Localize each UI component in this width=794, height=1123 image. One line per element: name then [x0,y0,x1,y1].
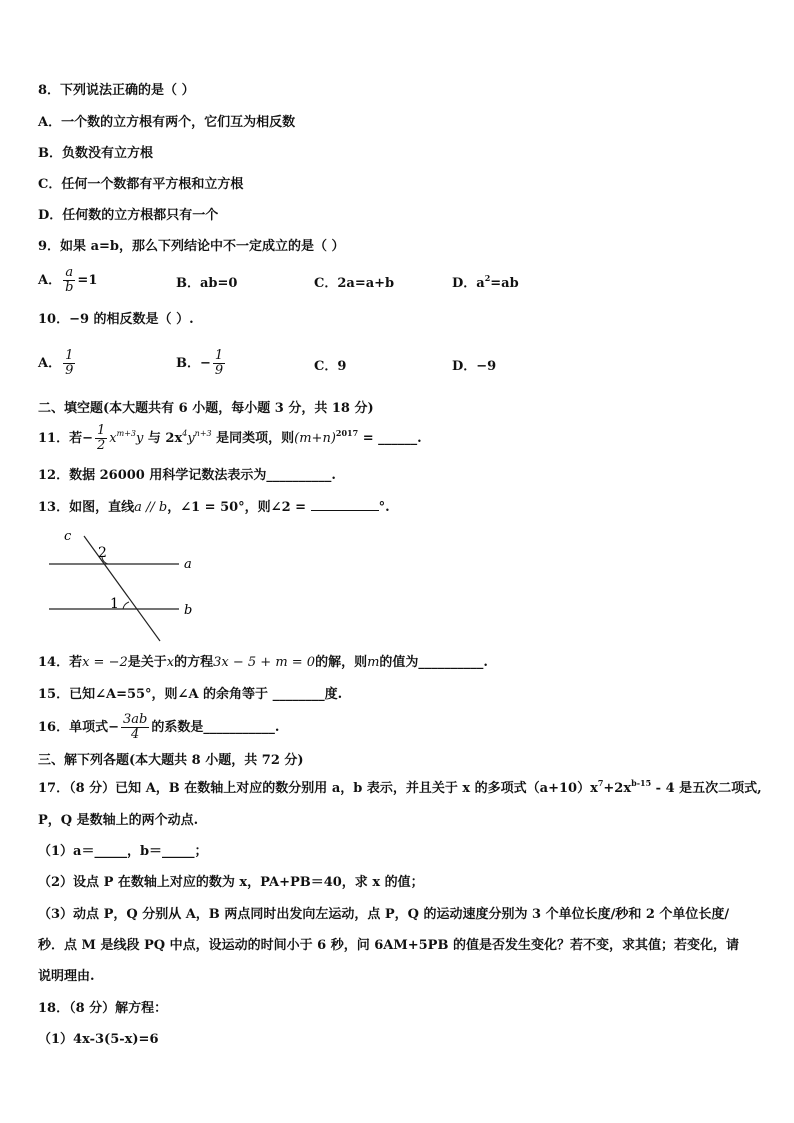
question-8-option-b: B．负数没有立方根 [38,146,153,161]
denominator: 9 [214,363,224,378]
question-10-option-c: C．9 [314,359,347,374]
question-14 [38,654,488,672]
fraction-3ab-over-4 [121,713,149,742]
question-8-option-a: A．一个数的立方根有两个，它们互为相反数 [38,115,296,130]
question-17-part-1: （1）a＝_____，b＝_____； [38,844,208,859]
label-angle-2: 2 [98,545,107,561]
question-17-part-3-line-2: 秒．点 M 是线段 PQ 中点，设运动的时间小于 6 秒，问 6AM+5PB 的值是否发生变化？若不变，求其值；若变化，请 [38,938,739,953]
exponent: m+3 [116,429,136,438]
question-label: 11．若− [38,431,93,446]
section-2-heading: 二、填空题(本大题共有 6 小题，每小题 3 分，共 18 分) [38,401,374,416]
fraction [213,349,225,378]
question-18-stem: 18．（8 分）解方程： [38,1001,168,1016]
parallel-expression: a // b [134,500,168,515]
numerator: a [63,266,75,281]
var-x: x [109,431,117,446]
question-9-stem: 9．如果 a=b，那么下列结论中不一定成立的是（ ） [38,239,345,254]
question-8-option-d: D．任何数的立方根都只有一个 [38,208,219,223]
text: 17．（8 分）已知 A，B 在数轴上对应的数分别用 a，b 表示，并且关于 x 的多项式（a+10）x [38,781,598,796]
question-16 [38,713,279,742]
answer-blank-text: = ______. [358,431,422,446]
text: 14．若 [38,655,83,670]
var-m: m [367,655,380,670]
denominator: 2 [96,438,106,453]
question-9-option-b: B．ab=0 [176,276,238,291]
question-13 [38,498,390,517]
text: - 4 是五次二项式, [651,781,762,796]
question-8-stem: 8．下列说法正确的是（ ） [38,83,195,98]
text: 与 2x [143,431,183,446]
var-y: y [136,431,144,446]
fraction-a-over-b [63,266,75,295]
question-17-part-3-line-3: 说明理由. [38,969,95,984]
question-10-stem: 10．−9 的相反数是（ ）. [38,312,194,327]
label-a: a [184,557,192,572]
fraction-one-half [95,424,107,453]
text: 13．如图，直线 [38,500,135,515]
equation: 3x − 5 + m = 0 [213,655,316,670]
line-c [84,536,160,641]
question-9-option-c: C．2a=a+b [314,276,395,291]
exponent: 7 [597,778,604,788]
numerator: 1 [96,423,106,438]
numerator: 1 [65,348,74,363]
text: ，∠1 = 50°，则∠2 = [167,500,311,515]
question-17-line-1 [38,780,762,798]
question-10-option-b [176,349,227,378]
label-angle-1: 1 [110,596,119,612]
fraction [63,349,75,378]
exponent: 4 [182,429,188,438]
text: 的方程 [174,655,214,670]
var-y: y [187,431,195,446]
answer-blank [311,498,379,511]
option-text: D．a [452,276,485,291]
text: 的系数是___________. [151,720,280,735]
text: 的值为__________. [379,655,488,670]
question-11 [38,424,422,453]
question-10-option-a [38,349,77,378]
section-3-heading: 三、解下列各题(本大题共 8 小题，共 72 分) [38,753,304,768]
text: 是同类项，则 [211,431,295,446]
exponent: n+3 [194,429,212,438]
text: °. [378,500,390,515]
text: 是关于 [127,655,167,670]
exponent: b-15 [631,778,652,788]
label-b: b [184,603,193,618]
superscript: 2 [484,273,491,283]
numerator: 1 [214,348,224,363]
text: +2x [603,781,632,796]
question-9-option-a [38,266,97,295]
question-17-part-3-line-1: （3）动点 P，Q 分别从 A，B 两点同时出发向左运动，点 P，Q 的运动速度分别为 3 个单位长度/秒和 2 个单位长度/ [38,907,730,922]
option-text: =ab [490,276,519,291]
var-x: x [166,655,175,670]
question-17-part-2: （2）设点 P 在数轴上对应的数为 x，PA+PB＝40，求 x 的值； [38,875,424,890]
text: 16．单项式− [38,720,119,735]
numerator: 3ab [122,712,148,727]
denominator: 4 [131,727,140,742]
denominator: 9 [65,363,74,378]
question-10-option-d: D．−9 [452,359,497,374]
question-18-part-1: （1）4x-3(5-x)=6 [38,1032,159,1047]
option-label: B．− [176,356,211,371]
denominator: b [65,280,74,295]
expression: (m+n) [294,431,336,446]
question-9-option-d [452,275,519,293]
option-tail: =1 [77,273,98,288]
equation: x = −2 [82,655,128,670]
angle-1-arc [123,602,129,609]
parallel-lines-figure [44,528,204,646]
option-label: A． [38,356,62,371]
label-c: c [64,529,72,544]
question-8-option-c: C．任何一个数都有平方根和立方根 [38,177,244,192]
option-label: A． [38,273,62,288]
question-17-line-2: P，Q 是数轴上的两个动点. [38,813,199,828]
text: 的解，则 [315,655,368,670]
exponent: 2017 [335,428,359,438]
question-15: 15．已知∠A=55°，则∠A 的余角等于 ________度. [38,687,343,702]
question-12: 12．数据 26000 用科学记数法表示为__________. [38,468,336,483]
